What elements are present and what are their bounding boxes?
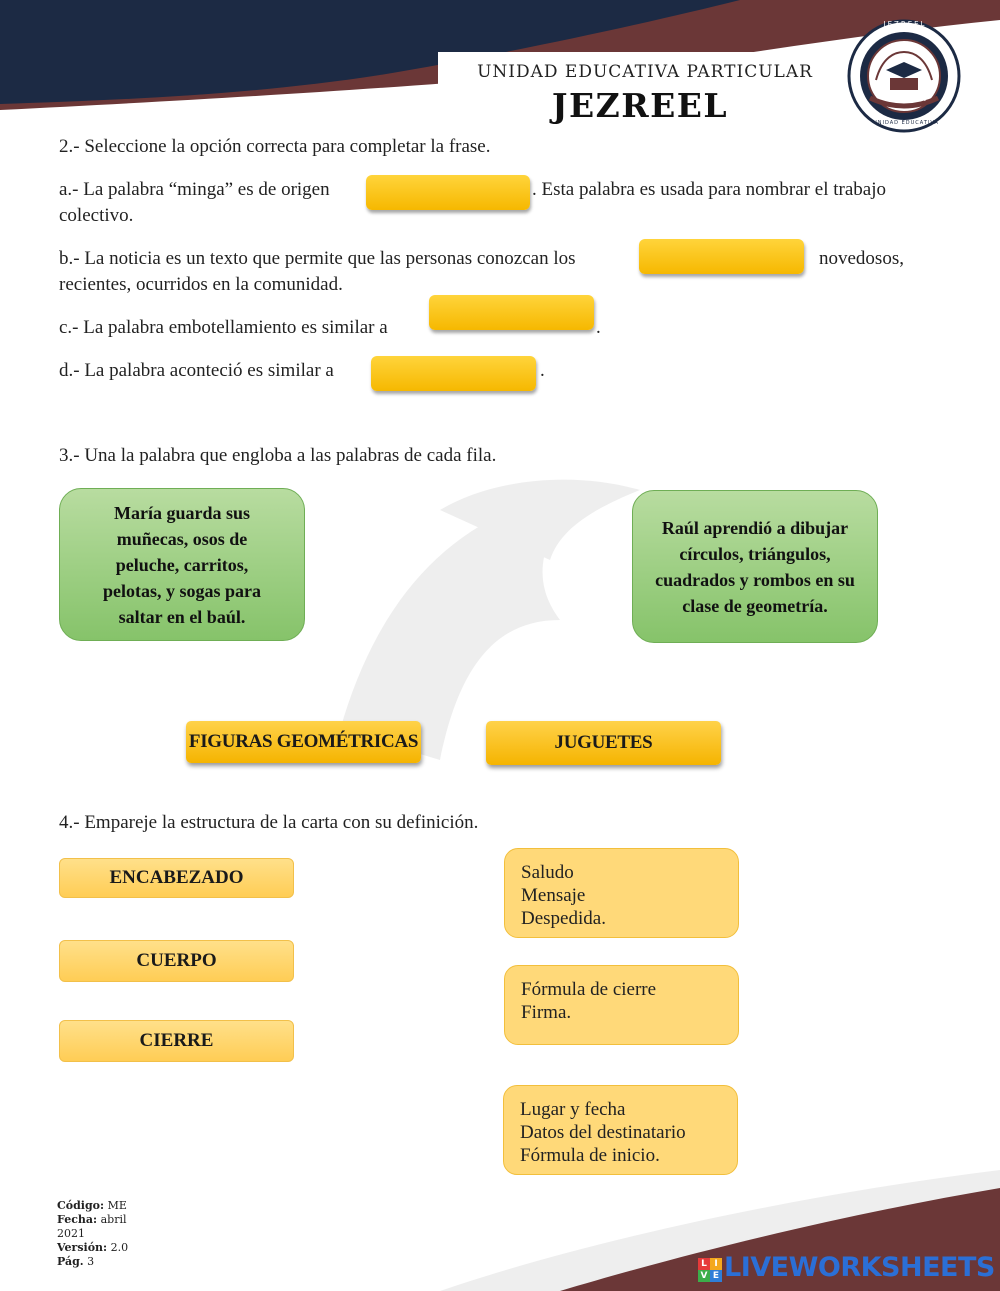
q3-sentence-box-left[interactable]: María guarda sus muñecas, osos de peluche, carritos, pelotas, y sogas para saltar en el baúl. (59, 488, 305, 641)
q2c-answer-blank[interactable] (429, 295, 594, 330)
q2a-text-after: . Esta palabra es usada para nombrar el trabajo (532, 179, 886, 200)
liveworksheets-badge-icon (698, 1258, 722, 1282)
liveworksheets-logo[interactable]: LIVEWORKSHEETS (724, 1252, 995, 1283)
q3-option-juguetes[interactable]: JUGUETES (486, 721, 721, 765)
q2c-text-before: c.- La palabra embotellamiento es similar a (59, 317, 388, 338)
badge-letter: I (710, 1258, 722, 1270)
q4-part-encabezado[interactable]: ENCABEZADO (59, 858, 294, 898)
question-3-title: 3.- Una la palabra que engloba a las palabras de cada fila. (59, 445, 497, 466)
q2a-text-before: a.- La palabra “minga” es de origen (59, 179, 330, 200)
def-2-line: Firma. (521, 1002, 572, 1023)
def-1-line: Mensaje (521, 885, 586, 906)
seal-top-text: JEZREEL (883, 20, 927, 28)
codigo-label: Código: (57, 1199, 105, 1212)
def-3-line: Lugar y fecha (520, 1099, 626, 1120)
q3-sentence-box-right[interactable]: Raúl aprendió a dibujar círculos, triángulos, cuadrados y rombos en su clase de geometría. (632, 490, 878, 643)
def-3-line: Datos del destinatario (520, 1122, 686, 1143)
def-1-line: Despedida. (521, 908, 606, 929)
school-subtitle: UNIDAD EDUCATIVA PARTICULAR (477, 62, 813, 82)
fecha-label: Fecha: (57, 1213, 98, 1226)
document-metadata (57, 1199, 147, 1269)
def-3-line: Fórmula de inicio. (520, 1145, 660, 1166)
codigo-value: ME (107, 1199, 127, 1212)
fecha-value: abril (100, 1213, 127, 1226)
q2c-text-after: . (596, 317, 601, 338)
q2a-answer-blank[interactable] (366, 175, 530, 210)
q4-part-cierre[interactable]: CIERRE (59, 1020, 294, 1062)
pag-label: Pág. (57, 1255, 84, 1268)
version-value: 2.0 (110, 1241, 129, 1254)
q2d-text-before: d.- La palabra aconteció es similar a (59, 360, 334, 381)
q2b-text-after: novedosos, (819, 248, 904, 269)
q2b-text-line2: recientes, ocurridos en la comunidad. (59, 274, 343, 295)
q3-option-figuras[interactable]: FIGURAS GEOMÉTRICAS (186, 721, 421, 763)
question-2-title: 2.- Seleccione la opción correcta para completar la frase. (59, 136, 491, 157)
school-title: JEZREEL (551, 86, 729, 125)
q2b-text-before: b.- La noticia es un texto que permite que las personas conozcan los (59, 248, 576, 269)
seal-bottom-text: UNIDAD EDUCATIVA (873, 120, 939, 126)
badge-letter: L (698, 1258, 710, 1270)
q4-definition-box-1[interactable] (504, 848, 739, 938)
q2d-text-after: . (540, 360, 545, 381)
q4-part-cuerpo[interactable]: CUERPO (59, 940, 294, 982)
year-value: 2021 (57, 1227, 85, 1240)
def-1-line: Saludo (521, 862, 574, 883)
version-label: Versión: (57, 1241, 108, 1254)
badge-letter: E (710, 1270, 722, 1282)
q2a-text-line2: colectivo. (59, 205, 134, 226)
seal-banner-text: PROMOVIENDO LA E (885, 97, 927, 102)
def-2-line: Fórmula de cierre (521, 979, 657, 1000)
question-4-title: 4.- Empareje la estructura de la carta con su definición. (59, 812, 479, 833)
badge-letter: V (698, 1270, 710, 1282)
q2d-answer-blank[interactable] (371, 356, 536, 391)
pag-value: 3 (87, 1255, 95, 1268)
q2b-answer-blank[interactable] (639, 239, 804, 274)
school-seal-logo (846, 18, 962, 134)
q4-definition-box-2[interactable] (504, 965, 739, 1045)
